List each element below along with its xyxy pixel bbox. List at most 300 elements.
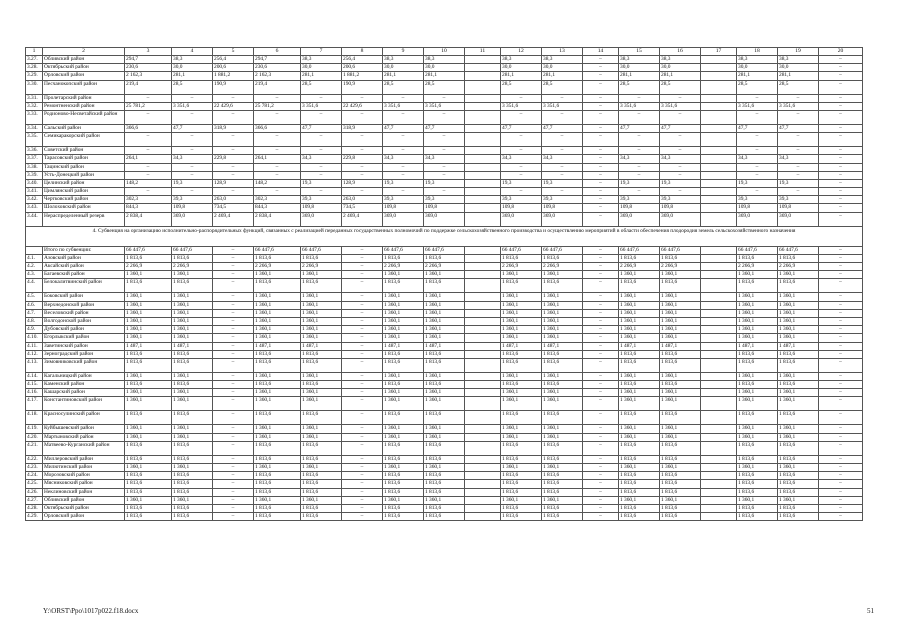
value-cell: – (583, 480, 619, 488)
value-cell: 19,3 (542, 179, 583, 187)
value-cell (465, 326, 501, 334)
row-number: 3.43. (26, 204, 43, 212)
value-cell: – (660, 110, 701, 124)
value-cell: 1 813,6 (254, 504, 301, 512)
district-name: Белокалитвинский район (43, 279, 125, 293)
value-cell: 47,7 (737, 124, 778, 132)
value-cell: 30,0 (301, 64, 342, 72)
value-cell: – (342, 358, 383, 372)
table-row (26, 326, 863, 334)
value-cell: 30,0 (424, 64, 465, 72)
value-cell: – (819, 279, 863, 293)
value-cell: 1 360,1 (619, 433, 660, 441)
value-cell (465, 350, 501, 358)
value-cell: 1 360,1 (737, 464, 778, 472)
column-number: 14 (583, 48, 619, 56)
value-cell: – (301, 188, 342, 196)
value-cell: 2 469,4 (342, 212, 383, 226)
value-cell: – (342, 147, 383, 155)
row-number: 3.30. (26, 80, 43, 94)
value-cell: – (125, 163, 172, 171)
value-cell: 1 813,6 (619, 358, 660, 372)
value-cell: 1 813,6 (542, 411, 583, 425)
value-cell: – (542, 133, 583, 147)
value-cell: – (819, 441, 863, 455)
value-cell (701, 64, 737, 72)
value-cell (701, 334, 737, 342)
value-cell (465, 171, 501, 179)
value-cell: 109,8 (660, 204, 701, 212)
table-row (26, 293, 863, 301)
value-cell: 25 781,2 (125, 102, 172, 110)
district-name: Цимлянский район (43, 188, 125, 196)
value-cell: – (737, 133, 778, 147)
value-cell: 1 360,1 (501, 496, 542, 504)
value-cell (701, 472, 737, 480)
value-cell (465, 147, 501, 155)
table-row (26, 513, 863, 521)
value-cell: – (342, 397, 383, 411)
value-cell: – (583, 397, 619, 411)
value-cell (465, 342, 501, 350)
value-cell: 1 360,1 (301, 317, 342, 325)
district-name: Волгодонской район (43, 317, 125, 325)
value-cell: 1 813,6 (424, 480, 465, 488)
value-cell: 1 360,1 (125, 372, 172, 380)
value-cell: 1 360,1 (172, 334, 213, 342)
value-cell: – (583, 110, 619, 124)
value-cell: 38,3 (660, 56, 701, 64)
value-cell (465, 94, 501, 102)
value-cell: – (342, 301, 383, 309)
value-cell: – (819, 124, 863, 132)
value-cell: 1 360,1 (737, 317, 778, 325)
row-number: 4.24. (26, 472, 43, 480)
value-cell: – (819, 196, 863, 204)
district-name: Красносулинский район (43, 411, 125, 425)
value-cell (465, 317, 501, 325)
value-cell: – (778, 110, 819, 124)
value-cell: – (583, 411, 619, 425)
district-name: Веселовский район (43, 309, 125, 317)
value-cell: – (737, 171, 778, 179)
value-cell: 1 813,6 (172, 488, 213, 496)
value-cell: – (213, 389, 254, 397)
value-cell: – (383, 163, 424, 171)
row-number: 4.8. (26, 317, 43, 325)
value-cell: 1 813,6 (172, 504, 213, 512)
value-cell: 1 360,1 (254, 309, 301, 317)
value-cell: 1 813,6 (301, 480, 342, 488)
value-cell (701, 309, 737, 317)
value-cell: 1 360,1 (172, 425, 213, 433)
value-cell: 2 266,9 (383, 263, 424, 271)
value-cell: 39,3 (737, 196, 778, 204)
value-cell: – (213, 163, 254, 171)
value-cell (465, 279, 501, 293)
value-cell: 66 447,6 (619, 246, 660, 254)
value-cell: 1 360,1 (424, 326, 465, 334)
value-cell: – (125, 171, 172, 179)
value-cell: 1 813,6 (542, 254, 583, 262)
table-row (26, 124, 863, 132)
value-cell: 1 487,1 (542, 342, 583, 350)
value-cell: – (342, 441, 383, 455)
value-cell: 1 360,1 (424, 309, 465, 317)
value-cell: – (342, 271, 383, 279)
value-cell: 263,0 (213, 196, 254, 204)
value-cell: – (213, 496, 254, 504)
value-cell (465, 163, 501, 171)
value-cell: 38,3 (383, 56, 424, 64)
value-cell: – (213, 263, 254, 271)
value-cell: 39,3 (172, 196, 213, 204)
value-cell (701, 171, 737, 179)
value-cell (701, 94, 737, 102)
table-row (26, 472, 863, 480)
value-cell: – (819, 212, 863, 226)
value-cell: 1 813,6 (737, 472, 778, 480)
value-cell (465, 513, 501, 521)
value-cell: 1 813,6 (737, 381, 778, 389)
table-row (26, 204, 863, 212)
value-cell: 1 487,1 (301, 342, 342, 350)
table-row (26, 455, 863, 463)
value-cell: 47,7 (660, 124, 701, 132)
table-row (26, 411, 863, 425)
value-cell: 66 447,6 (383, 246, 424, 254)
value-cell: 1 813,6 (172, 411, 213, 425)
value-cell: 1 360,1 (424, 425, 465, 433)
value-cell (701, 397, 737, 411)
value-cell: 1 360,1 (125, 293, 172, 301)
value-cell: 1 813,6 (778, 441, 819, 455)
value-cell (701, 389, 737, 397)
value-cell (465, 133, 501, 147)
value-cell: 2 266,9 (619, 263, 660, 271)
value-cell (465, 496, 501, 504)
value-cell: – (342, 464, 383, 472)
value-cell: 1 360,1 (501, 334, 542, 342)
row-number: 4.15. (26, 381, 43, 389)
value-cell: 1 360,1 (542, 433, 583, 441)
value-cell: 1 360,1 (383, 293, 424, 301)
value-cell: 190,9 (213, 80, 254, 94)
value-cell: 2 266,9 (254, 263, 301, 271)
value-cell: – (819, 472, 863, 480)
value-cell: 1 813,6 (542, 480, 583, 488)
value-cell (465, 196, 501, 204)
value-cell: – (583, 317, 619, 325)
table-row (26, 504, 863, 512)
value-cell: – (383, 171, 424, 179)
value-cell: 1 813,6 (424, 358, 465, 372)
column-number: 9 (383, 48, 424, 56)
value-cell: – (342, 163, 383, 171)
row-number: 4.21. (26, 441, 43, 455)
value-cell: 28,5 (383, 80, 424, 94)
value-cell: – (172, 147, 213, 155)
row-number: 3.31. (26, 94, 43, 102)
value-cell: – (583, 94, 619, 102)
value-cell: – (819, 504, 863, 512)
value-cell: 1 813,6 (660, 350, 701, 358)
value-cell: 1 360,1 (254, 334, 301, 342)
value-cell: 66 447,6 (424, 246, 465, 254)
value-cell: – (819, 155, 863, 163)
value-cell: 1 360,1 (542, 496, 583, 504)
value-cell: 1 360,1 (254, 271, 301, 279)
value-cell: 1 813,6 (424, 381, 465, 389)
value-cell: 1 360,1 (501, 309, 542, 317)
value-cell: 230,6 (125, 64, 172, 72)
value-cell: – (342, 279, 383, 293)
value-cell: 1 813,6 (125, 254, 172, 262)
value-cell: 1 813,6 (125, 455, 172, 463)
value-cell: 1 360,1 (660, 301, 701, 309)
value-cell: – (424, 94, 465, 102)
value-cell: 28,5 (542, 80, 583, 94)
value-cell: 844,3 (254, 204, 301, 212)
value-cell: 1 360,1 (619, 372, 660, 380)
value-cell: 1 360,1 (542, 317, 583, 325)
value-cell: – (254, 163, 301, 171)
value-cell: 38,3 (778, 56, 819, 64)
value-cell: – (213, 246, 254, 254)
value-cell: 2 469,4 (213, 212, 254, 226)
value-cell: 1 813,6 (383, 254, 424, 262)
value-cell: 30,0 (383, 64, 424, 72)
value-cell: – (342, 389, 383, 397)
value-cell: 1 360,1 (301, 464, 342, 472)
value-cell: – (819, 293, 863, 301)
value-cell: 1 813,6 (125, 279, 172, 293)
value-cell: 1 813,6 (542, 472, 583, 480)
value-cell: 1 360,1 (424, 293, 465, 301)
value-cell: 219,4 (254, 80, 301, 94)
row-number: 4.18. (26, 411, 43, 425)
value-cell: 1 813,6 (778, 455, 819, 463)
value-cell: 1 813,6 (542, 513, 583, 521)
district-name: Азовский район (43, 254, 125, 262)
district-name: Нераспределенный резерв (43, 212, 125, 226)
value-cell: 47,7 (778, 124, 819, 132)
value-cell: 1 813,6 (383, 411, 424, 425)
value-cell: 1 813,6 (619, 455, 660, 463)
table-row (26, 433, 863, 441)
value-cell: 1 360,1 (778, 372, 819, 380)
value-cell: – (819, 425, 863, 433)
value-cell: – (819, 147, 863, 155)
value-cell: – (583, 381, 619, 389)
value-cell: 1 360,1 (619, 293, 660, 301)
value-cell: 109,8 (172, 204, 213, 212)
value-cell: – (819, 496, 863, 504)
value-cell (701, 504, 737, 512)
value-cell: – (778, 133, 819, 147)
column-number: 13 (542, 48, 583, 56)
value-cell: – (125, 133, 172, 147)
value-cell (701, 133, 737, 147)
value-cell: 47,7 (424, 124, 465, 132)
value-cell: – (778, 171, 819, 179)
value-cell: 1 813,6 (737, 350, 778, 358)
district-name: Шолоховский район (43, 204, 125, 212)
value-cell: 1 360,1 (125, 433, 172, 441)
value-cell: – (660, 94, 701, 102)
value-cell: 318,9 (213, 124, 254, 132)
row-number: 4.2. (26, 263, 43, 271)
value-cell: 1 360,1 (542, 389, 583, 397)
value-cell: – (301, 171, 342, 179)
value-cell (465, 309, 501, 317)
value-cell: – (125, 94, 172, 102)
column-number: 7 (301, 48, 342, 56)
value-cell: 734,5 (213, 204, 254, 212)
page-number: 51 (867, 607, 874, 615)
value-cell: 1 813,6 (172, 441, 213, 455)
value-cell: 366,6 (254, 124, 301, 132)
value-cell: 1 813,6 (301, 441, 342, 455)
value-cell: – (213, 472, 254, 480)
value-cell: 1 360,1 (737, 397, 778, 411)
value-cell: 1 360,1 (301, 496, 342, 504)
value-cell (701, 293, 737, 301)
value-cell: 2 266,9 (301, 263, 342, 271)
value-cell: 1 813,6 (424, 488, 465, 496)
value-cell: 281,1 (383, 72, 424, 80)
value-cell: – (254, 133, 301, 147)
value-cell: 2 162,3 (125, 72, 172, 80)
value-cell: – (254, 147, 301, 155)
district-name: Октябрьский район (43, 64, 125, 72)
value-cell: 369,0 (660, 212, 701, 226)
row-number: 4.20. (26, 433, 43, 441)
value-cell: – (583, 350, 619, 358)
value-cell: 1 360,1 (778, 301, 819, 309)
value-cell: 1 813,6 (778, 480, 819, 488)
district-name: Песчанокопский район (43, 80, 125, 94)
value-cell: 3 351,6 (542, 102, 583, 110)
value-cell: 1 360,1 (125, 309, 172, 317)
value-cell: 1 813,6 (542, 455, 583, 463)
value-cell: 1 813,6 (125, 381, 172, 389)
value-cell: 1 813,6 (737, 488, 778, 496)
value-cell: 39,3 (424, 196, 465, 204)
value-cell: 1 360,1 (301, 433, 342, 441)
value-cell: 1 360,1 (778, 326, 819, 334)
value-cell (465, 64, 501, 72)
row-number: 3.34. (26, 124, 43, 132)
value-cell: – (125, 110, 172, 124)
table-row (26, 334, 863, 342)
value-cell: 34,3 (424, 155, 465, 163)
value-cell: 28,5 (660, 80, 701, 94)
value-cell: 1 813,6 (424, 472, 465, 480)
district-name: Верхнедонской район (43, 301, 125, 309)
row-number: 4.11. (26, 342, 43, 350)
value-cell: 1 813,6 (501, 455, 542, 463)
column-number: 1 (26, 48, 43, 56)
value-cell: 734,5 (342, 204, 383, 212)
value-cell: 3 351,6 (501, 102, 542, 110)
row-number: 4.4. (26, 279, 43, 293)
value-cell: 38,3 (301, 56, 342, 64)
value-cell: 28,5 (424, 80, 465, 94)
value-cell: 1 360,1 (125, 271, 172, 279)
value-cell: – (342, 455, 383, 463)
value-cell (701, 246, 737, 254)
value-cell (701, 480, 737, 488)
value-cell (701, 147, 737, 155)
table-body (26, 48, 863, 521)
value-cell: 1 360,1 (254, 425, 301, 433)
value-cell: 1 813,6 (619, 472, 660, 480)
column-number: 11 (465, 48, 501, 56)
row-number: 3.28. (26, 64, 43, 72)
value-cell: 1 360,1 (125, 334, 172, 342)
value-cell: 1 813,6 (660, 358, 701, 372)
value-cell: 1 813,6 (125, 358, 172, 372)
value-cell: 1 360,1 (383, 397, 424, 411)
value-cell: – (213, 301, 254, 309)
value-cell: – (583, 464, 619, 472)
value-cell: – (583, 372, 619, 380)
value-cell: 1 813,6 (125, 513, 172, 521)
value-cell: – (542, 163, 583, 171)
value-cell: 1 360,1 (254, 397, 301, 411)
value-cell: 1 360,1 (301, 334, 342, 342)
value-cell: 1 360,1 (619, 317, 660, 325)
value-cell: 1 813,6 (383, 480, 424, 488)
value-cell: – (583, 496, 619, 504)
table-row (26, 64, 863, 72)
value-cell: 19,3 (778, 179, 819, 187)
value-cell: 1 360,1 (254, 433, 301, 441)
value-cell: – (342, 94, 383, 102)
value-cell: 369,0 (501, 212, 542, 226)
district-name: Пролетарский район (43, 94, 125, 102)
value-cell: 1 813,6 (301, 350, 342, 358)
value-cell: 1 813,6 (254, 441, 301, 455)
value-cell: – (213, 350, 254, 358)
value-cell: 39,3 (383, 196, 424, 204)
value-cell: – (213, 309, 254, 317)
file-path: Y:\ORST\Ppo\1017p022.f18.docx (43, 607, 139, 615)
row-number: 4.27. (26, 496, 43, 504)
value-cell: 1 813,6 (383, 513, 424, 521)
document-page (25, 47, 863, 521)
value-cell: – (819, 204, 863, 212)
value-cell: 294,7 (254, 56, 301, 64)
district-name: Советский район (43, 147, 125, 155)
value-cell: 19,3 (301, 179, 342, 187)
value-cell: 1 813,6 (501, 513, 542, 521)
value-cell: 190,9 (342, 80, 383, 94)
value-cell: – (172, 94, 213, 102)
value-cell: 1 813,6 (501, 472, 542, 480)
value-cell: 1 360,1 (301, 372, 342, 380)
value-cell: – (342, 425, 383, 433)
value-cell: 109,8 (424, 204, 465, 212)
value-cell: 1 813,6 (301, 381, 342, 389)
value-cell: – (342, 293, 383, 301)
value-cell: 302,3 (125, 196, 172, 204)
value-cell: 1 813,6 (301, 455, 342, 463)
value-cell: 200,6 (342, 64, 383, 72)
value-cell (701, 279, 737, 293)
row-number: 3.33. (26, 110, 43, 124)
